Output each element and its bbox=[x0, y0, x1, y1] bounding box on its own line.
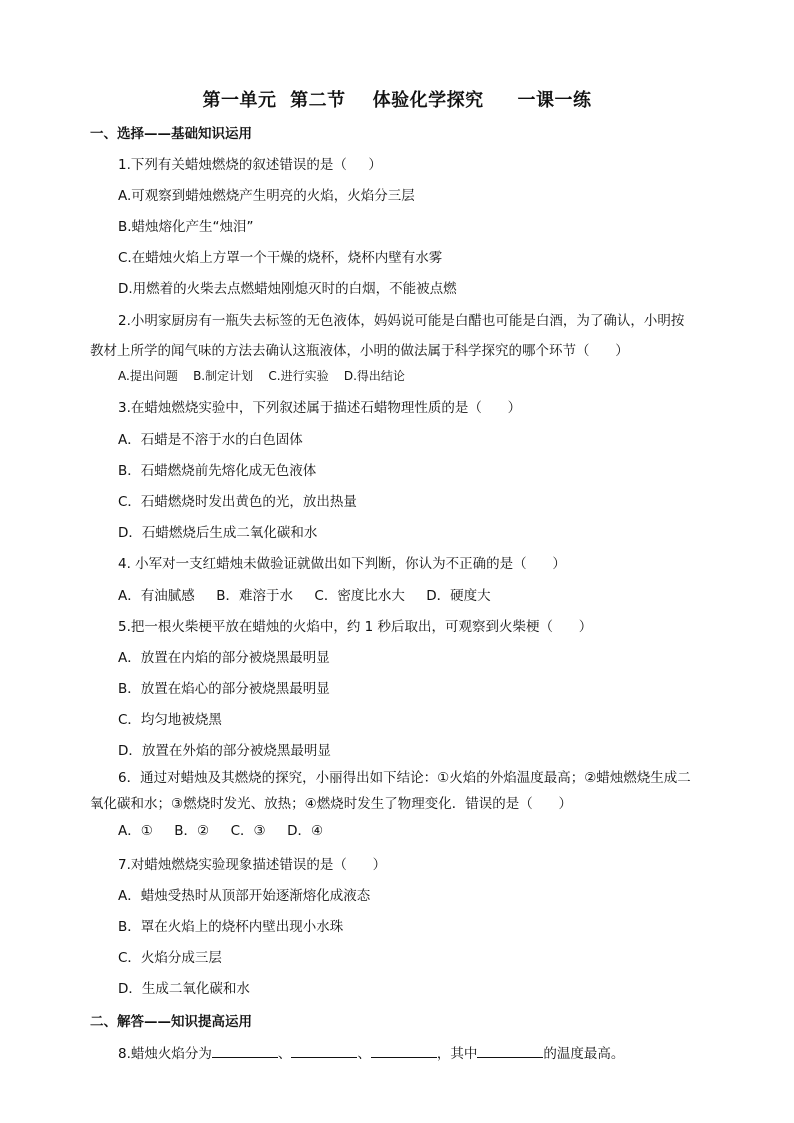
question-8-separator-2: 、 bbox=[357, 1046, 371, 1062]
page-title: 第一单元 第二节 体验化学探究 一课一练 bbox=[202, 90, 592, 111]
question-3-option-a: A．石蜡是不溶于水的白色固体 bbox=[118, 432, 303, 448]
question-1-option-d: D.用燃着的火柴去点燃蜡烛刚熄灭时的白烟，不能被点燃 bbox=[118, 281, 457, 297]
question-3-stem: 3.在蜡烛燃烧实验中，下列叙述属于描述石蜡物理性质的是（ ） bbox=[118, 400, 522, 416]
question-7-option-d: D．生成二氧化碳和水 bbox=[118, 981, 250, 997]
question-3-option-d: D．石蜡燃烧后生成二氧化碳和水 bbox=[118, 525, 318, 541]
question-7-option-c: C．火焰分成三层 bbox=[118, 950, 222, 966]
question-1-option-c: C.在蜡烛火焰上方罩一个干燥的烧杯，烧杯内壁有水雾 bbox=[118, 250, 443, 266]
question-6-stem-line-1: 6．通过对蜡烛及其燃烧的探究，小丽得出如下结论：①火焰的外焰温度最高；②蜡烛燃烧生成二 bbox=[118, 770, 691, 786]
question-7-option-b: B．罩在火焰上的烧杯内壁出现小水珠 bbox=[118, 919, 344, 935]
question-5-option-d: D．放置在外焰的部分被烧黑最明显 bbox=[118, 743, 331, 759]
question-8-fill-in bbox=[118, 1043, 624, 1064]
section-heading-answer: 二、解答——知识提高运用 bbox=[90, 1014, 252, 1030]
question-5-option-b: B．放置在焰心的部分被烧黑最明显 bbox=[118, 681, 330, 697]
question-2-stem-line-2: 教材上所学的闻气味的方法去确认这瓶液体，小明的做法属于科学探究的哪个环节（ ） bbox=[90, 343, 629, 359]
question-7-option-a: A．蜡烛受热时从顶部开始逐渐熔化成液态 bbox=[118, 888, 371, 904]
question-1-stem: 1.下列有关蜡烛燃烧的叙述错误的是（ ） bbox=[118, 157, 382, 173]
answer-blank-4[interactable] bbox=[477, 1043, 543, 1058]
question-8-text-1: 8.蜡烛火焰分为 bbox=[118, 1046, 212, 1062]
question-1-option-b: B.蜡烛熔化产生“烛泪” bbox=[118, 219, 254, 235]
question-4-options: A．有油腻感 B．难溶于水 C．密度比水大 D．硬度大 bbox=[118, 588, 491, 604]
question-5-stem: 5.把一根火柴梗平放在蜡烛的火焰中，约 1 秒后取出，可观察到火柴梗（ ） bbox=[118, 619, 593, 635]
answer-blank-1[interactable] bbox=[212, 1043, 278, 1058]
question-3-option-c: C．石蜡燃烧时发出黄色的光，放出热量 bbox=[118, 494, 357, 510]
question-5-option-a: A．放置在内焰的部分被烧黑最明显 bbox=[118, 650, 330, 666]
question-1-option-a: A.可观察到蜡烛燃烧产生明亮的火焰，火焰分三层 bbox=[118, 188, 415, 204]
question-6-options: A．① B．② C．③ D．④ bbox=[118, 823, 324, 839]
question-8-text-3: 的温度最高。 bbox=[543, 1046, 625, 1062]
question-7-stem: 7.对蜡烛燃烧实验现象描述错误的是（ ） bbox=[118, 857, 387, 873]
answer-blank-3[interactable] bbox=[371, 1043, 437, 1058]
section-heading-choice: 一、选择——基础知识运用 bbox=[90, 126, 252, 142]
question-8-text-2: ，其中 bbox=[436, 1046, 478, 1062]
question-5-option-c: C．均匀地被烧黑 bbox=[118, 712, 222, 728]
question-2-stem-line-1: 2.小明家厨房有一瓶失去标签的无色液体，妈妈说可能是白醋也可能是白酒，为了确认，小明按 bbox=[118, 313, 685, 329]
question-6-stem-line-2: 氧化碳和水；③燃烧时发光、放热；④燃烧时发生了物理变化．错误的是（ ） bbox=[90, 796, 572, 812]
question-4-stem: 4. 小军对一支红蜡烛未做验证就做出如下判断，你认为不正确的是（ ） bbox=[118, 556, 566, 572]
question-2-options: A.提出问题 B.制定计划 C.进行实验 D.得出结论 bbox=[118, 369, 405, 383]
question-3-option-b: B．石蜡燃烧前先熔化成无色液体 bbox=[118, 463, 317, 479]
question-8-separator-1: 、 bbox=[277, 1046, 292, 1062]
answer-blank-2[interactable] bbox=[291, 1043, 357, 1058]
